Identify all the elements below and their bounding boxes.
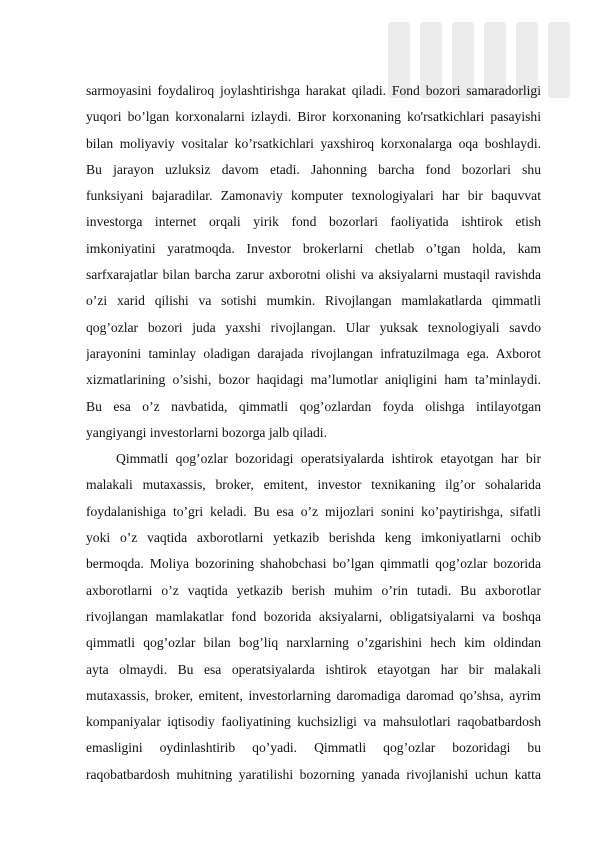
text-line: mutaxassis, broker, emitent, investorlarning daromadiga daromad qo’shsa, ayrim (86, 687, 541, 703)
text-line: malakali mutaxassis, broker, emitent, investor texnikaning ilg’or sohalarida (86, 477, 541, 493)
document-body (86, 78, 541, 788)
text-line: xizmatlarining o’sishi, bozor haqidagi ma’lumotlar aniqligini ham ta’minlaydi. (86, 372, 541, 388)
text-line: yuqori bo’lgan korxonalarni izlaydi. Biror korxonaning ko'rsatkichlari pasayishi (86, 109, 541, 125)
text-line: Bu esa o’z navbatida, qimmatli qog’ozlardan foyda olishga intilayotgan (86, 398, 541, 414)
text-line: kompaniyalar iqtisodiy faoliyatining kuchsizligi va mahsulotlari raqobatbardosh (86, 714, 541, 730)
paragraph-2 (86, 446, 541, 788)
text-line: imkoniyatini yaratmoqda. Investor brokerlarni chetlab o’tgan holda, kam (86, 240, 541, 256)
text-line: bermoqda. Moliya bozorining shahobchasi bo’lgan qimmatli qog’ozlar bozorida (86, 556, 541, 572)
text-line: Bu jarayon uzluksiz davom etadi. Jahonning barcha fond bozorlari shu (86, 161, 541, 177)
text-line: emasligini oydinlashtirib qo’yadi. Qimmatli qog’ozlar bozoridagi bu (86, 740, 541, 756)
text-line: yoki o’z vaqtida axborotlarni yetkazib berishda keng imkoniyatlarni ochib (86, 530, 541, 546)
text-line: qog’ozlar bozori juda yaxshi rivojlangan. Ular yuksak texnologiyali savdo (86, 319, 541, 335)
text-line: rivojlangan mamlakatlar fond bozorida aksiyalarni, obligatsiyalarni va boshqa (86, 608, 541, 624)
text-line: Qimmatli qog’ozlar bozoridagi operatsiyalarda ishtirok etayotgan har bir (116, 451, 541, 467)
text-line: bilan moliyaviy vositalar ko’rsatkichlari yaxshiroq korxonalarga oqa boshlaydi. (86, 135, 541, 151)
text-line: jarayonini taminlay oladigan darajada rivojlangan infratuzilmaga ega. Axborot (86, 345, 541, 361)
text-line: foydalanishiga to’gri keladi. Bu esa o’z mijozlari sonini ko’paytirishga, sifatli (86, 503, 541, 519)
text-line: qimmatli qog’ozlar bilan bog’liq narxlarning o’zgarishini hech kim oldindan (86, 635, 541, 651)
text-line: raqobatbardosh muhitning yaratilishi bozorning yanada rivojlanishi uchun katta (86, 766, 541, 782)
text-line: axborotlarni o’z vaqtida yetkazib berish muhim o’rin tutadi. Bu axborotlar (86, 582, 541, 598)
text-line: funksiyani bajaradilar. Zamonaviy komputer texnologiyalari har bir baquvvat (86, 188, 541, 204)
text-line: investorga internet orqali yirik fond bozorlari faoliyatida ishtirok etish (86, 214, 541, 230)
text-line: ayta olmaydi. Bu esa operatsiyalarda ishtirok etayotgan har bir malakali (86, 661, 541, 677)
text-line: o’zi xarid qilishi va sotishi mumkin. Rivojlangan mamlakatlarda qimmatli (86, 293, 541, 309)
text-line: sarmoyasini foydaliroq joylashtirishga harakat qiladi. Fond bozori samaradorligi (86, 83, 541, 98)
text-line: sarfxarajatlar bilan barcha zarur axborotni olishi va aksiyalarni mustaqil ravishda (86, 267, 541, 283)
paragraph-1 (86, 78, 541, 446)
text-line: yangiyangi investorlarni bozorga jalb qiladi. (86, 424, 327, 440)
